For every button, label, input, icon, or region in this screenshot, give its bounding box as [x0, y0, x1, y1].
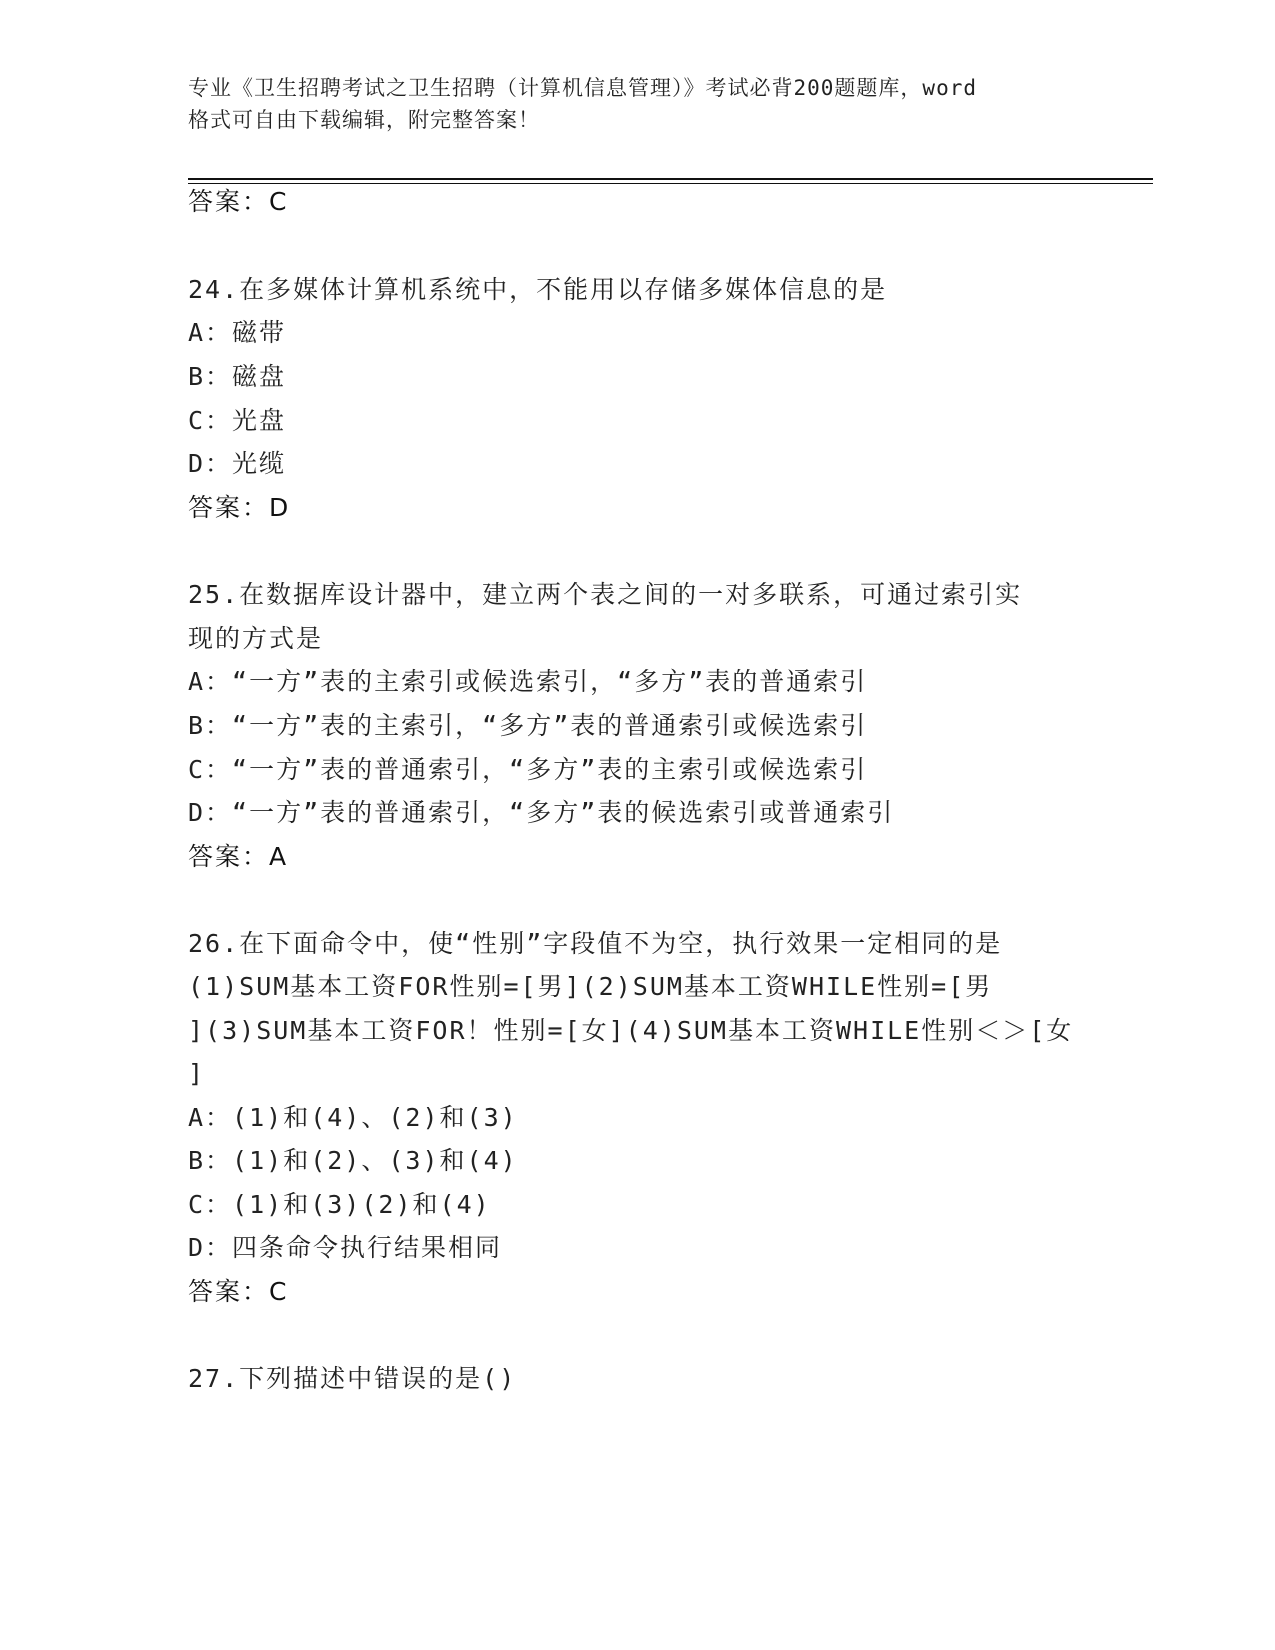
option-a: A：磁带	[188, 318, 287, 347]
option-c: C：光盘	[188, 406, 287, 435]
option-b: B：“一方”表的主索引，“多方”表的普通索引或候选索引	[188, 711, 868, 740]
document-header	[188, 72, 1088, 136]
question-stem: 27.下列描述中错误的是()	[188, 1364, 517, 1393]
question-stem: ](3)SUM基本工资FOR！性别=[女](4)SUM基本工资WHILE性别＜＞[女	[188, 1016, 1074, 1045]
question-stem: 26.在下面命令中，使“性别”字段值不为空，执行效果一定相同的是	[188, 929, 1003, 958]
answer-line: 答案：C	[188, 1277, 289, 1306]
option-b: B：(1)和(2)、(3)和(4)	[188, 1146, 518, 1175]
header-line-2: 格式可自由下载编辑，附完整答案！	[188, 108, 540, 132]
question-stem: (1)SUM基本工资FOR性别=[男](2)SUM基本工资WHILE性别=[男	[188, 972, 993, 1001]
option-c: C：“一方”表的普通索引，“多方”表的主索引或候选索引	[188, 755, 868, 784]
header-rule-thin	[188, 183, 1153, 184]
question-stem: 现的方式是	[188, 624, 324, 653]
question-stem: ]	[188, 1059, 206, 1088]
option-d: D：“一方”表的普通索引，“多方”表的候选索引或普通索引	[188, 798, 895, 827]
option-a: A：(1)和(4)、(2)和(3)	[188, 1103, 518, 1132]
option-a: A：“一方”表的主索引或候选索引，“多方”表的普通索引	[188, 667, 868, 696]
answer-line: 答案：C	[188, 187, 289, 216]
header-line-1: 专业《卫生招聘考试之卫生招聘（计算机信息管理）》考试必背200题题库，word	[188, 76, 977, 100]
option-b: B：磁盘	[188, 362, 287, 391]
answer-line: 答案：A	[188, 842, 289, 871]
question-stem: 25.在数据库设计器中，建立两个表之间的一对多联系，可通过索引实	[188, 580, 1023, 609]
answer-line: 答案：D	[188, 493, 291, 522]
option-c: C：(1)和(3)(2)和(4)	[188, 1190, 491, 1219]
header-rule-thick	[188, 178, 1153, 180]
option-d: D：四条命令执行结果相同	[188, 1233, 503, 1262]
option-d: D：光缆	[188, 449, 287, 478]
question-stem: 24.在多媒体计算机系统中，不能用以存储多媒体信息的是	[188, 275, 888, 304]
